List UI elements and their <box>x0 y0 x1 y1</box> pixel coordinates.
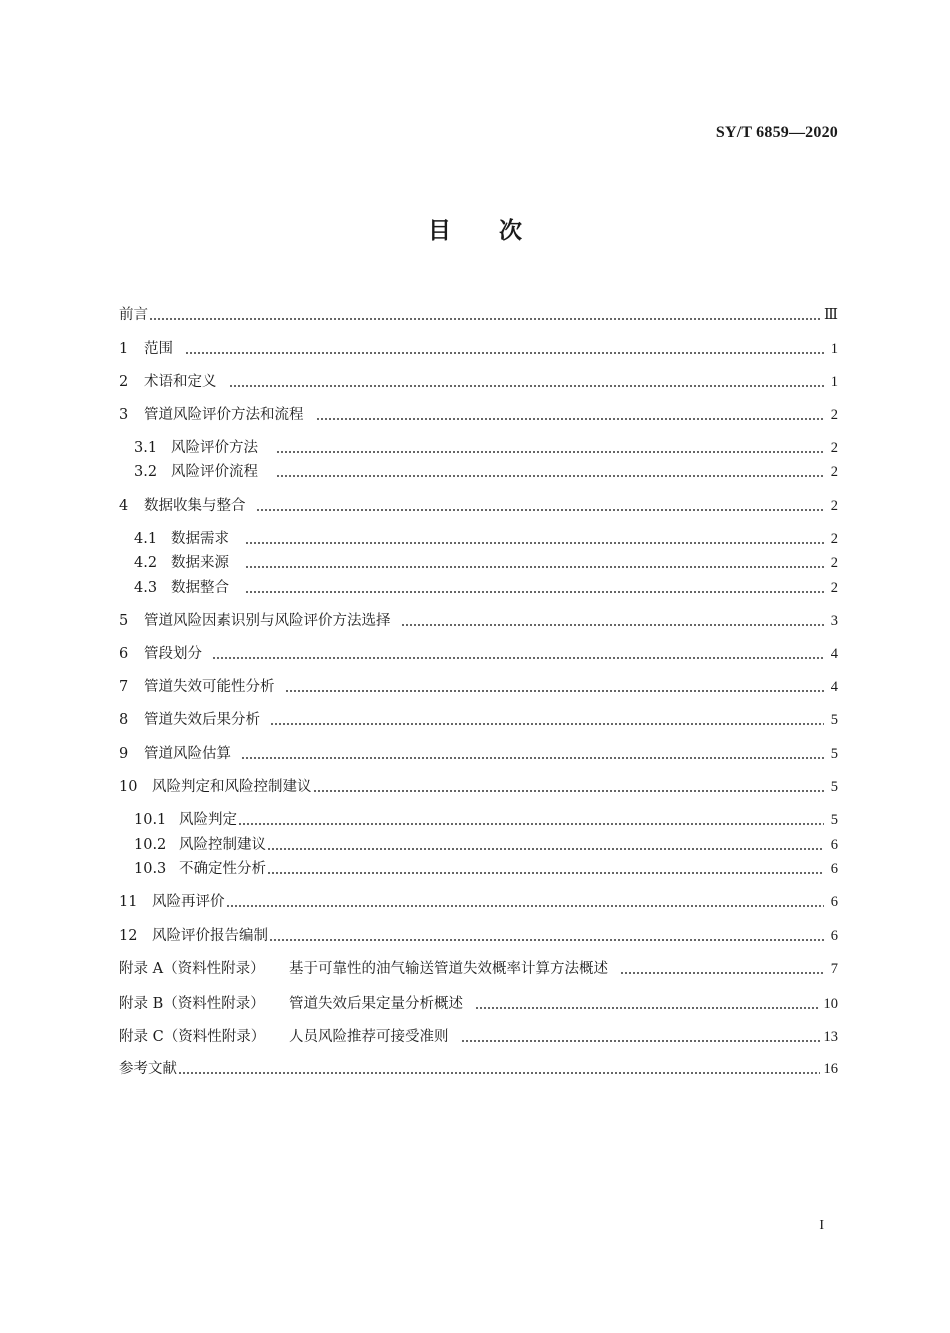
toc-page: 6 <box>830 837 838 853</box>
toc-leader <box>401 624 825 626</box>
toc-number: 3.2 <box>134 464 158 480</box>
toc-leader <box>276 475 824 477</box>
toc-number: 10 <box>119 779 138 795</box>
toc-entry-4[interactable] <box>119 494 838 516</box>
toc-entry-10-2[interactable] <box>134 833 838 855</box>
toc-number: 6 <box>119 646 129 662</box>
toc-label: 管道风险因素识别与风险评价方法选择 <box>144 613 391 629</box>
toc-number: 5 <box>119 613 129 629</box>
toc-entry-4-3[interactable] <box>134 576 838 598</box>
page-number: I <box>819 1218 824 1233</box>
toc-entry-annex-a[interactable] <box>119 957 838 979</box>
toc-label: 风险再评价 <box>152 894 225 910</box>
toc-label: 基于可靠性的油气输送管道失效概率计算方法概述 <box>289 961 608 977</box>
standard-code: SY/T 6859—2020 <box>715 124 838 141</box>
toc-label: 风险判定和风险控制建议 <box>152 779 312 795</box>
toc-leader <box>461 1040 820 1042</box>
toc-leader <box>185 352 824 354</box>
toc-leader <box>212 657 824 659</box>
toc-entry-references[interactable] <box>119 1057 838 1079</box>
toc-number: 10.3 <box>134 861 167 877</box>
toc-entry-foreword[interactable] <box>119 303 838 325</box>
toc-entry-9[interactable] <box>119 742 838 764</box>
toc-number: 附录 C（资料性附录） <box>119 1029 266 1045</box>
toc-page: 2 <box>830 440 838 456</box>
toc-entry-11[interactable] <box>119 890 838 912</box>
toc-leader <box>238 823 824 825</box>
toc-entry-10-1[interactable] <box>134 808 838 830</box>
toc-leader <box>267 848 824 850</box>
toc-page: 5 <box>830 779 838 795</box>
toc-page: 2 <box>830 531 838 547</box>
toc-label: 管道风险估算 <box>144 746 231 762</box>
toc-page: 5 <box>830 712 838 728</box>
toc-leader <box>178 1072 820 1074</box>
toc-label: 数据来源 <box>171 555 229 571</box>
toc-page: 13 <box>823 1029 838 1045</box>
toc-number: 2 <box>119 374 129 390</box>
toc-page: 16 <box>823 1061 838 1077</box>
toc-page: 2 <box>830 555 838 571</box>
toc-label: 人员风险推荐可接受准则 <box>289 1029 449 1045</box>
toc-label: 风险评价流程 <box>171 464 258 480</box>
toc-label: 管道失效后果分析 <box>144 712 260 728</box>
toc-entry-4-2[interactable] <box>134 551 838 573</box>
toc-number: 1 <box>119 341 129 357</box>
toc-number: 4 <box>119 498 129 514</box>
toc-leader <box>269 939 824 941</box>
toc-label: 风险控制建议 <box>179 837 266 853</box>
toc-page: 2 <box>830 580 838 596</box>
toc-label: 数据需求 <box>171 531 229 547</box>
toc-leader <box>229 385 825 387</box>
toc-number: 7 <box>119 679 129 695</box>
toc-leader <box>256 509 825 511</box>
toc-label: 风险判定 <box>179 812 237 828</box>
toc-page: 2 <box>830 464 838 480</box>
title-char-1: 目 <box>428 218 451 244</box>
toc-label: 范围 <box>144 341 173 357</box>
toc-page: 10 <box>823 996 838 1012</box>
toc-label: 风险评价报告编制 <box>152 928 268 944</box>
toc-number: 8 <box>119 712 129 728</box>
toc-page: Ⅲ <box>824 307 838 323</box>
toc-page: 6 <box>830 861 838 877</box>
toc-leader <box>267 872 824 874</box>
toc-number: 附录 B（资料性附录） <box>119 996 265 1012</box>
toc-leader <box>245 542 824 544</box>
toc-entry-4-1[interactable] <box>134 527 838 549</box>
toc-page: 4 <box>830 646 838 662</box>
toc-entry-3-1[interactable] <box>134 436 838 458</box>
toc-leader <box>241 757 824 759</box>
toc-number: 3.1 <box>134 440 158 456</box>
title-char-2: 次 <box>499 218 522 244</box>
toc-number: 12 <box>119 928 138 944</box>
toc-page: 1 <box>830 341 838 357</box>
toc-leader <box>245 591 824 593</box>
toc-entry-2[interactable] <box>119 370 838 392</box>
toc-entry-10-3[interactable] <box>134 857 838 879</box>
toc-leader <box>226 905 825 907</box>
toc-leader <box>149 318 820 320</box>
toc-label: 前言 <box>119 307 148 323</box>
toc-leader <box>313 790 825 792</box>
toc-leader <box>620 972 824 974</box>
toc-entry-1[interactable] <box>119 337 838 359</box>
toc-page: 2 <box>830 498 838 514</box>
toc-entry-10[interactable] <box>119 775 838 797</box>
toc-page: 2 <box>830 407 838 423</box>
toc-label: 数据整合 <box>171 580 229 596</box>
toc-entry-8[interactable] <box>119 708 838 730</box>
toc-label: 不确定性分析 <box>179 861 266 877</box>
toc-number: 11 <box>119 894 138 910</box>
toc-label: 管道风险评价方法和流程 <box>144 407 304 423</box>
toc-page: 1 <box>830 374 838 390</box>
toc-leader <box>245 566 824 568</box>
toc-entry-3-2[interactable] <box>134 460 838 482</box>
toc-page: 6 <box>830 894 838 910</box>
toc-label: 参考文献 <box>119 1061 177 1077</box>
toc-label: 管段划分 <box>144 646 202 662</box>
toc-number: 4.2 <box>134 555 158 571</box>
toc-number: 9 <box>119 746 129 762</box>
toc-number: 附录 A（资料性附录） <box>119 961 265 977</box>
toc-leader <box>285 690 825 692</box>
toc-label: 数据收集与整合 <box>144 498 246 514</box>
toc-page: 5 <box>830 812 838 828</box>
toc-leader <box>475 1007 820 1009</box>
toc-page: 6 <box>830 928 838 944</box>
toc-entry-6[interactable] <box>119 642 838 664</box>
toc-page: 3 <box>830 613 838 629</box>
toc-entry-5[interactable] <box>119 609 838 631</box>
toc-label: 管道失效可能性分析 <box>144 679 275 695</box>
page-title <box>0 212 950 245</box>
toc-number: 10.1 <box>134 812 167 828</box>
toc-number: 10.2 <box>134 837 167 853</box>
toc-label: 管道失效后果定量分析概述 <box>289 996 463 1012</box>
toc-page: 5 <box>830 746 838 762</box>
toc-label: 术语和定义 <box>144 374 217 390</box>
toc-entry-7[interactable] <box>119 675 838 697</box>
toc-entry-3[interactable] <box>119 403 838 425</box>
toc-entry-annex-c[interactable] <box>119 1025 838 1047</box>
toc-entry-annex-b[interactable] <box>119 992 838 1014</box>
toc-page: 4 <box>830 679 838 695</box>
toc-label: 风险评价方法 <box>171 440 258 456</box>
toc-leader <box>316 418 825 420</box>
toc-number: 4.1 <box>134 531 158 547</box>
toc-number: 4.3 <box>134 580 158 596</box>
toc-number: 3 <box>119 407 129 423</box>
toc-page: 7 <box>830 961 838 977</box>
toc-leader <box>270 723 824 725</box>
toc-leader <box>276 451 824 453</box>
toc-entry-12[interactable] <box>119 924 838 946</box>
